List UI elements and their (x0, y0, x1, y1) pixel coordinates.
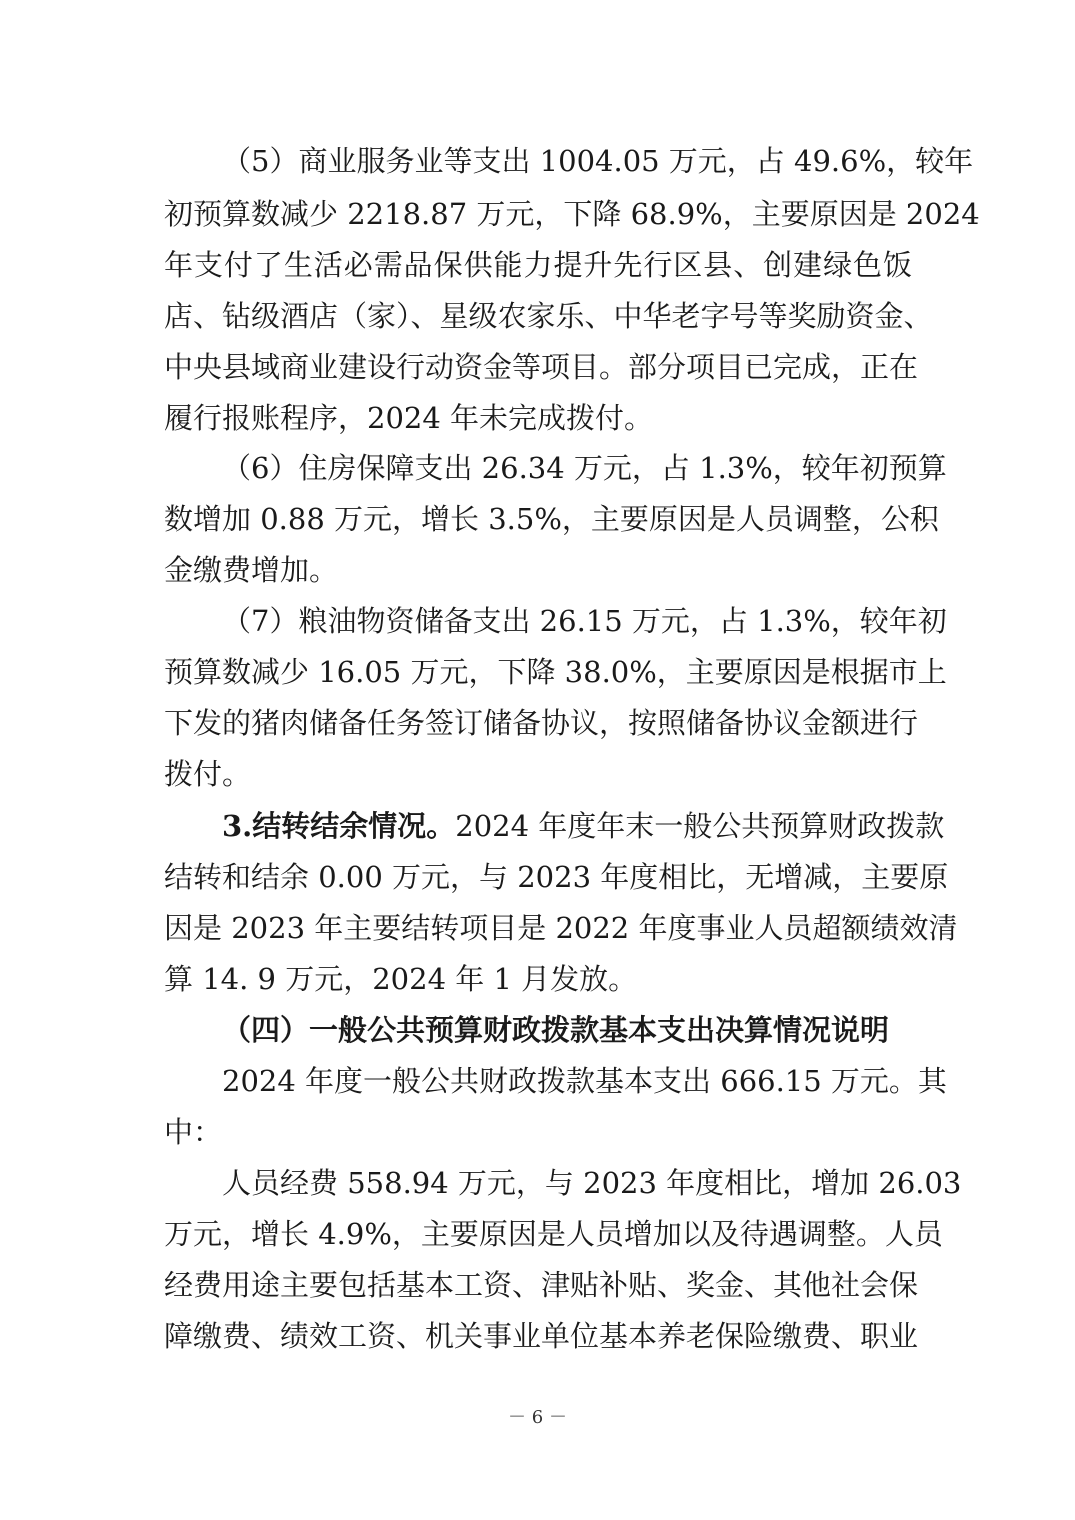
text-line: （7）粮油物资储备支出 26.15 万元，占 1.3%，较年初 (222, 604, 947, 638)
text-line: 金缴费增加。 (164, 553, 339, 587)
section-paragraph-line (222, 806, 945, 846)
text-line: 中： (164, 1115, 223, 1149)
text-line: 障缴费、绩效工资、机关事业单位基本养老保险缴费、职业 (164, 1319, 919, 1353)
text-span: 2024 年度年末一般公共预算财政拨款 (455, 809, 945, 843)
text-line: 中央县域商业建设行动资金等项目。部分项目已完成，正在 (164, 350, 919, 384)
text-line: 拨付。 (164, 757, 252, 791)
section-heading-carryover: 3.结转结余情况。 (222, 809, 456, 843)
text-line: 经费用途主要包括基本工资、津贴补贴、奖金、其他社会保 (164, 1268, 919, 1302)
text-line: 年支付了生活必需品保供能力提升先行区县、创建绿色饭 (164, 248, 912, 282)
text-line: 人员经费 558.94 万元，与 2023 年度相比，增加 26.03 (222, 1166, 962, 1200)
text-line: 初预算数减少 2218.87 万元，下降 68.9%，主要原因是 2024 (164, 197, 980, 231)
text-line: 算 14. 9 万元，2024 年 1 月发放。 (164, 962, 638, 996)
text-line: （6）住房保障支出 26.34 万元，占 1.3%，较年初预算 (222, 451, 947, 485)
text-line: 万元，增长 4.9%，主要原因是人员增加以及待遇调整。人员 (164, 1217, 943, 1251)
page-number: － 6 － (508, 1407, 567, 1428)
text-line: 2024 年度一般公共财政拨款基本支出 666.15 万元。其 (222, 1064, 947, 1098)
section-heading: （四）一般公共预算财政拨款基本支出决算情况说明 (222, 1013, 890, 1047)
text-line: 店、钻级酒店（家）、星级农家乐、中华老字号等奖励资金、 (164, 299, 933, 333)
text-line: 结转和结余 0.00 万元，与 2023 年度相比，无增减，主要原 (164, 860, 949, 894)
text-line: 下发的猪肉储备任务签订储备协议，按照储备协议金额进行 (164, 706, 919, 740)
text-line: 因是 2023 年主要结转项目是 2022 年度事业人员超额绩效清 (164, 911, 958, 945)
text-line: 履行报账程序，2024 年未完成拨付。 (164, 401, 654, 435)
text-line: 预算数减少 16.05 万元，下降 38.0%，主要原因是根据市上 (164, 655, 947, 689)
text-line: （5）商业服务业等支出 1004.05 万元，占 49.6%，较年 (222, 144, 974, 178)
text-line: 数增加 0.88 万元，增长 3.5%，主要原因是人员调整，公积 (164, 502, 939, 536)
